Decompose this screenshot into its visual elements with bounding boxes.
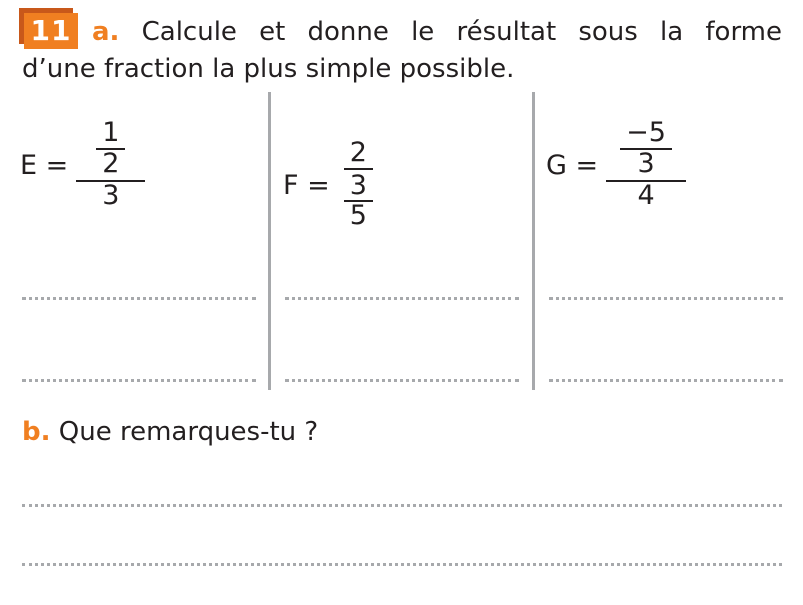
- expression-e-label: E =: [20, 149, 69, 181]
- answer-line-f-1[interactable]: [285, 297, 519, 300]
- expression-f-inner-den: 5: [349, 200, 367, 232]
- expression-e-outer-fraction: [76, 119, 145, 210]
- answer-line-e-2[interactable]: [22, 379, 256, 382]
- expression-f-outer-num: 2: [344, 139, 373, 169]
- expression-f-outer-fraction: [338, 139, 379, 230]
- part-b-text: Que remarques-tu ?: [58, 417, 319, 447]
- answer-line-b-2[interactable]: [22, 563, 782, 566]
- expression-g-inner-num: −5: [620, 119, 672, 149]
- expression-f-inner-fraction: [344, 169, 373, 232]
- expression-f: [283, 110, 379, 260]
- answer-line-b-1[interactable]: [22, 504, 782, 507]
- expression-e-outer-den: 3: [102, 180, 120, 212]
- expression-g-numerator: [606, 119, 686, 182]
- column-separator-1: [268, 92, 271, 390]
- expression-f-label: F =: [283, 169, 330, 201]
- instruction-text-1: Calcule et donne le résultat sous la forme: [141, 17, 782, 47]
- answer-line-e-1[interactable]: [22, 297, 256, 300]
- expression-g: [546, 90, 686, 240]
- part-b-label: b.: [22, 417, 51, 447]
- part-b-question: [22, 413, 318, 451]
- answer-line-f-2[interactable]: [285, 379, 519, 382]
- answer-line-g-2[interactable]: [549, 379, 783, 382]
- expression-g-inner-den: 3: [637, 147, 655, 179]
- column-separator-2: [532, 92, 535, 390]
- exercise-number-badge: 11: [24, 13, 78, 49]
- expression-g-label: G =: [546, 149, 599, 181]
- part-a-label: a.: [92, 17, 120, 47]
- expression-f-denominator: [338, 170, 379, 231]
- expression-f-inner-num: 3: [344, 172, 373, 202]
- expression-e: [20, 90, 145, 240]
- expression-g-outer-den: 4: [637, 180, 655, 212]
- expression-e-inner-num: 1: [96, 119, 125, 149]
- answer-line-g-1[interactable]: [549, 297, 783, 300]
- instruction-line-1: [92, 13, 782, 51]
- expression-e-inner-fraction: [96, 119, 125, 178]
- expression-g-inner-fraction: [620, 119, 672, 178]
- expression-e-numerator: [76, 119, 145, 182]
- expression-g-outer-fraction: [606, 119, 686, 210]
- expression-e-inner-den: 2: [102, 147, 120, 179]
- instruction-line-2: d’une fraction la plus simple possible.: [22, 54, 515, 84]
